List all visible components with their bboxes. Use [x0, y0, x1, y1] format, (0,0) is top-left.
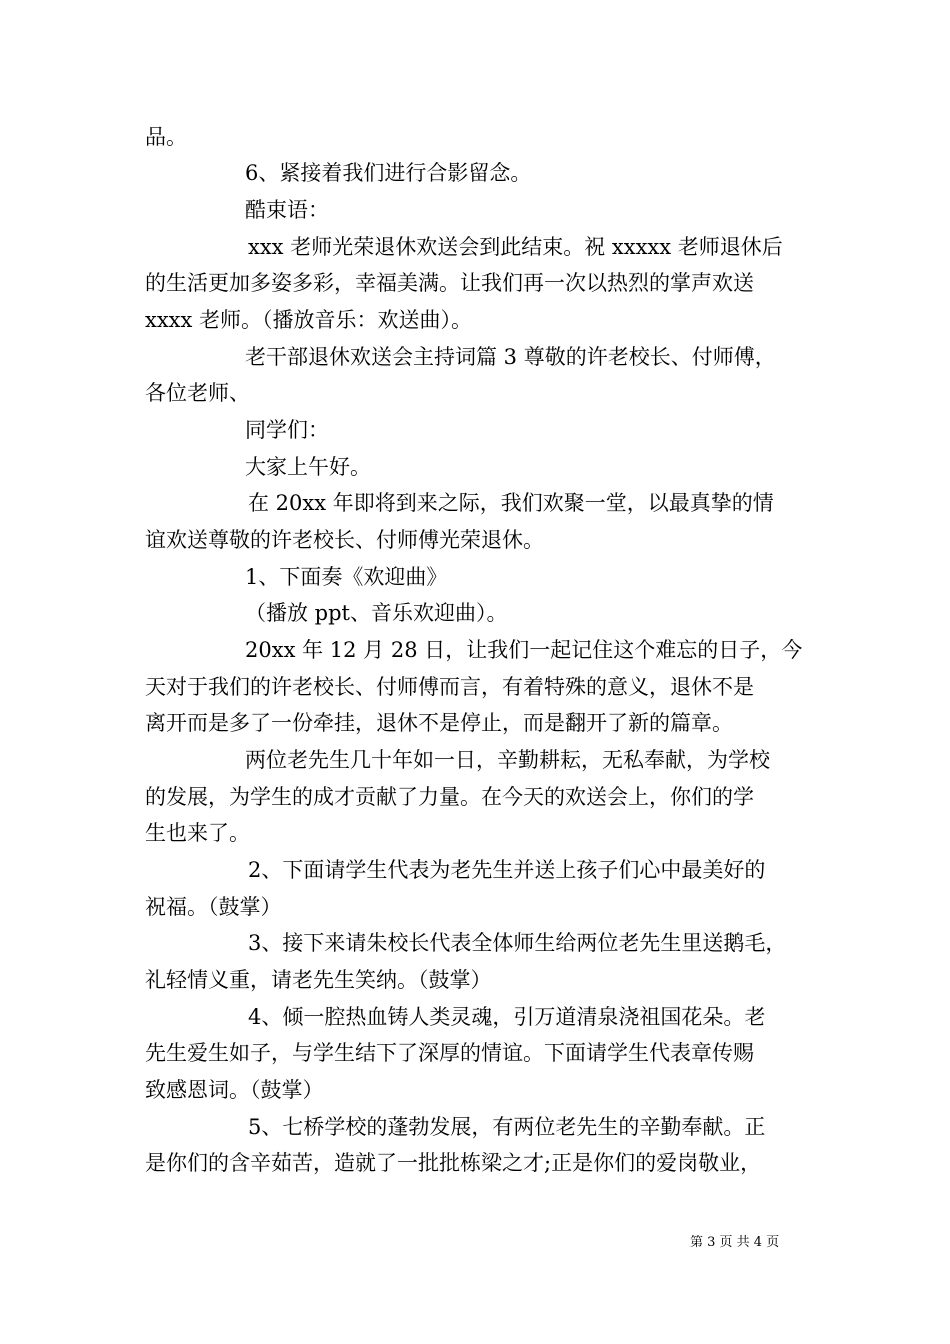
- text-line: 老干部退休欢送会主持词篇 3 尊敬的许老校长、付师傅，: [245, 345, 776, 369]
- text-line: 5、七桥学校的蓬勃发展，有两位老先生的辛勤奉献。正: [248, 1115, 766, 1139]
- text-line: 各位老师、: [145, 381, 250, 405]
- text-line: 礼轻情义重，请老先生笑纳。（鼓掌）: [145, 968, 492, 992]
- text-line: 酷束语：: [245, 198, 329, 222]
- text-line: 的生活更加多姿多彩，幸福美满。让我们再一次以热烈的掌声欢送: [145, 271, 754, 295]
- text-line: xxxx 老师。（播放音乐：欢送曲）。: [145, 308, 473, 332]
- text-line: 品。: [145, 125, 187, 149]
- text-line: 是你们的含辛茹苦，造就了一批批栋梁之才;正是你们的爱岗敬业，: [145, 1151, 762, 1175]
- text-line: 1、下面奏《欢迎曲》: [245, 565, 448, 589]
- text-line: 致感恩词。（鼓掌）: [145, 1078, 324, 1102]
- text-line: 离开而是多了一份牵挂，退休不是停止，而是翻开了新的篇章。: [145, 711, 733, 735]
- text-line: 两位老先生几十年如一日，辛勤耕耘，无私奉献，为学校: [245, 748, 770, 772]
- text-line: 2、下面请学生代表为老先生并送上孩子们心中最美好的: [248, 858, 766, 882]
- text-line: 6、紧接着我们进行合影留念。: [245, 161, 532, 185]
- text-line: 在 20xx 年即将到来之际，我们欢聚一堂，以最真挚的情: [248, 491, 774, 515]
- text-line: 4、倾一腔热血铸人类灵魂，引万道清泉浇祖国花朵。老: [248, 1005, 766, 1029]
- text-line: 大家上午好。: [245, 455, 371, 479]
- text-line: 祝福。（鼓掌）: [145, 895, 282, 919]
- text-line: （播放 ppt、音乐欢迎曲）。: [245, 601, 508, 625]
- text-line: 谊欢送尊敬的许老校长、付师傅光荣退休。: [145, 528, 544, 552]
- text-line: 的发展，为学生的成才贡献了力量。在今天的欢送会上，你们的学: [145, 785, 754, 809]
- text-line: xxx 老师光荣退休欢送会到此结束。祝 xxxxx 老师退休后: [248, 235, 783, 259]
- text-line: 同学们：: [245, 418, 329, 442]
- text-line: 生也来了。: [145, 821, 250, 845]
- text-line: 3、接下来请朱校长代表全体师生给两位老先生里送鹅毛，: [248, 931, 787, 955]
- text-line: 先生爱生如子，与学生结下了深厚的情谊。下面请学生代表章传赐: [145, 1041, 754, 1065]
- text-line: 天对于我们的许老校长、付师傅而言，有着特殊的意义，退休不是: [145, 675, 754, 699]
- text-line: 20xx 年 12 月 28 日，让我们一起记住这个难忘的日子，今: [245, 638, 803, 662]
- page-number: 第 3 页 共 4 页: [690, 1235, 780, 1250]
